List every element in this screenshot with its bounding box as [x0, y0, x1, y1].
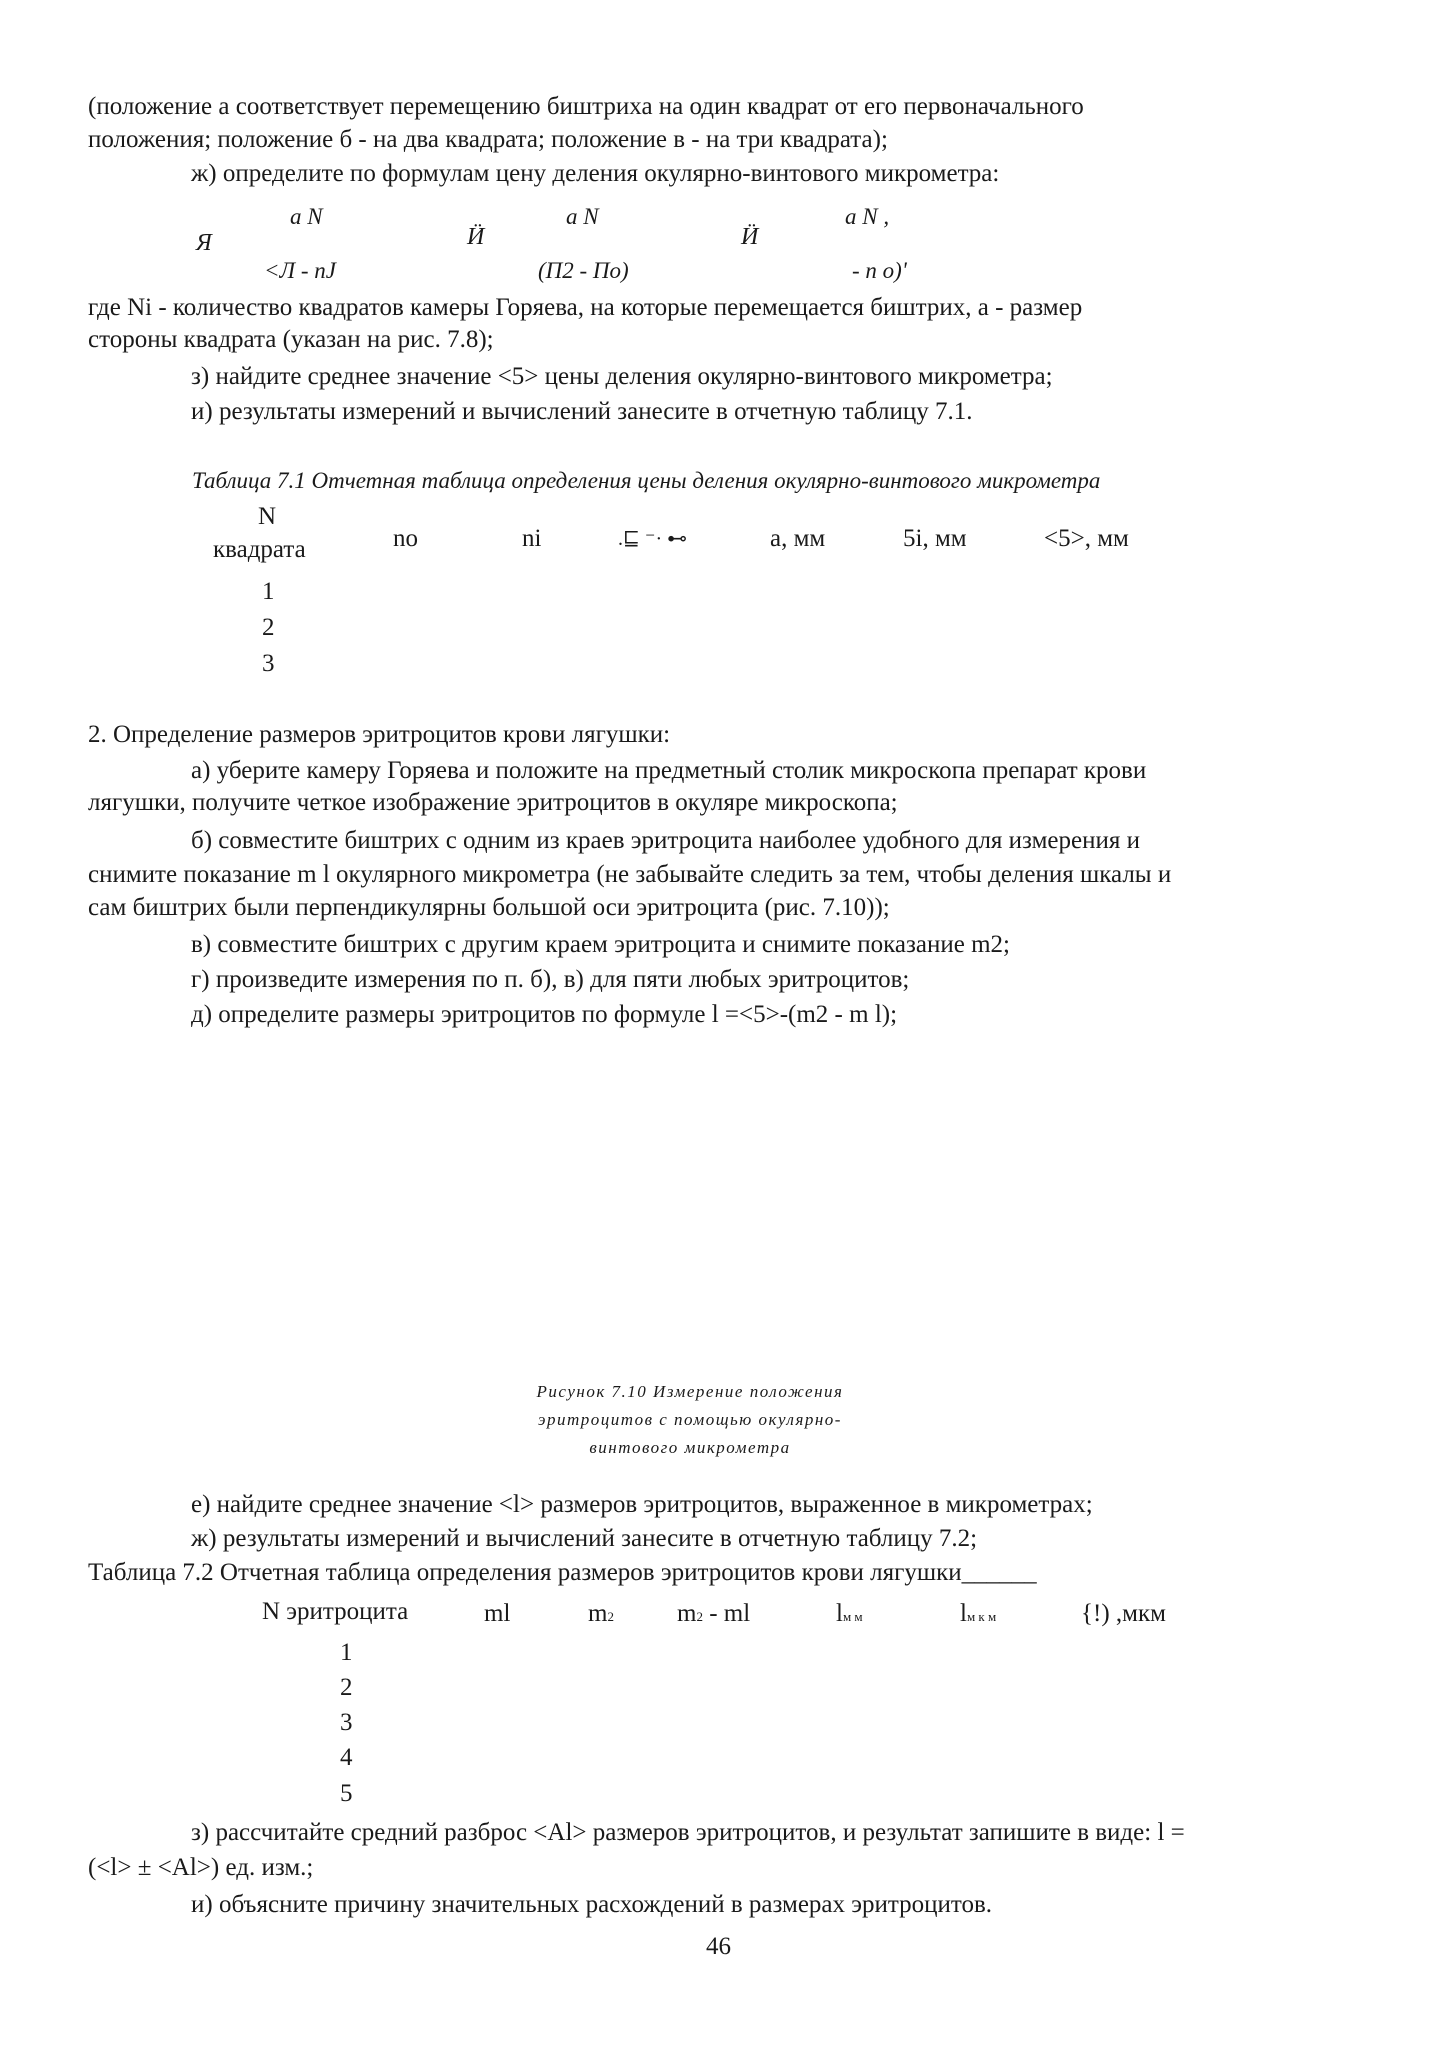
- table1-header-diff: .⊑ ⁻· ⊷: [618, 528, 688, 550]
- table2-header-m2: m2: [588, 1600, 614, 1627]
- formula-numerator-3: a N ,: [845, 204, 890, 229]
- figure-caption: [440, 1378, 940, 1462]
- table1-header-kvadrata: квадрата: [213, 536, 306, 563]
- step-z-spread-1: з) рассчитайте средний разброс <Al> размеров эритроцитов, и результат запишите в виде: l =: [191, 1819, 1185, 1846]
- step-e-average-size: е) найдите среднее значение <l> размеров эритроцитов, выраженное в микрометрах;: [191, 1491, 1093, 1518]
- table1-row: 2: [262, 614, 275, 641]
- table1-row: 1: [262, 578, 275, 605]
- table2-header-avg: {!) ,мкм: [1081, 1600, 1166, 1627]
- section2-step-a-2: лягушки, получите четкое изображение эритроцитов в окуляре микроскопа;: [88, 789, 898, 816]
- section2-step-d: д) определите размеры эритроцитов по формуле l =<5>-(m2 - m l);: [191, 1001, 898, 1028]
- section2-step-v: в) совместите биштрих с другим краем эритроцита и снимите показание m2;: [191, 931, 1010, 958]
- formula-numerator-2: a N: [566, 204, 599, 229]
- table1-header-n: N: [258, 503, 277, 530]
- table2-row: 3: [340, 1709, 353, 1736]
- table2-row: 5: [340, 1780, 353, 1807]
- page-number: 46: [706, 1933, 731, 1960]
- step-z-average: з) найдите среднее значение <5> цены деления окулярно-винтового микрометра;: [191, 363, 1053, 390]
- formula-denominator-3: - n o)': [852, 258, 907, 283]
- figure-caption-line-1: Рисунок 7.10 Измерение положения: [536, 1382, 844, 1401]
- table2-header-l-mm: lм м: [836, 1600, 863, 1627]
- table2-row: 1: [340, 1639, 353, 1666]
- section2-step-g: г) произведите измерения по п. б), в) для пяти любых эритроцитов;: [191, 966, 910, 993]
- table1-header-no: no: [393, 525, 418, 552]
- formula-lhs-2: Ӥ: [467, 224, 485, 250]
- table1-header-avg: <5>, мм: [1044, 525, 1129, 552]
- intro-line-2: положения; положение б - на два квадрата; положение в - на три квадрата);: [88, 126, 888, 153]
- section2-step-a-1: а) уберите камеру Горяева и положите на предметный столик микроскопа препарат крови: [191, 757, 1147, 784]
- table2-caption: Таблица 7.2 Отчетная таблица определения размеров эритроцитов крови лягушки______: [88, 1559, 1037, 1586]
- table1-header-5i: 5i, мм: [903, 525, 967, 552]
- table1-caption: Таблица 7.1 Отчетная таблица определения цены деления окулярно-винтового микрометра: [192, 468, 1101, 493]
- section2-step-b-1: б) совместите биштрих с одним из краев эритроцита наиболее удобного для измерения и: [191, 827, 1140, 854]
- step-z-spread-2: (<l> ± <Al>) ед. изм.;: [88, 1854, 314, 1881]
- after-formula-line-2: стороны квадрата (указан на рис. 7.8);: [88, 326, 494, 353]
- table2-header-n: N эритроцита: [262, 1598, 409, 1625]
- section2-step-b-2: снимите показание m l окулярного микрометра (не забывайте следить за тем, чтобы деления шкалы и: [88, 861, 1172, 888]
- formula-lhs-3: Ӥ: [741, 224, 759, 250]
- formula-lhs-1: Я: [196, 230, 212, 256]
- section2-title: 2. Определение размеров эритроцитов крови лягушки:: [88, 721, 671, 748]
- intro-line-1: (положение а соответствует перемещению биштриха на один квадрат от его первоначального: [88, 93, 1084, 120]
- figure-caption-line-2: эритроцитов с помощью окулярно-: [538, 1410, 842, 1429]
- formula-denominator-2: (П2 - По): [538, 258, 629, 283]
- table1-header-ni: ni: [522, 525, 542, 552]
- table2-row: 4: [340, 1744, 353, 1771]
- step-zh-record: ж) результаты измерений и вычислений занесите в отчетную таблицу 7.2;: [191, 1525, 978, 1552]
- table1-header-a: a, мм: [770, 525, 826, 552]
- step-zh-formulas: ж) определите по формулам цену деления окулярно-винтового микрометра:: [191, 160, 1000, 187]
- table2-row: 2: [340, 1674, 353, 1701]
- table2-header-ml: ml: [484, 1600, 511, 1627]
- table2-header-m2-minus-ml: m2 - ml: [677, 1600, 751, 1627]
- table1-row: 3: [262, 650, 275, 677]
- formula-numerator-1: a N: [290, 204, 323, 229]
- table2-header-l-mkm: lм к м: [960, 1600, 997, 1627]
- section2-step-b-3: сам биштрих были перпендикулярны большой оси эритроцита (рис. 7.10));: [88, 894, 890, 921]
- after-formula-line-1: где Ni - количество квадратов камеры Горяева, на которые перемещается биштрих, а - размер: [88, 294, 1083, 321]
- formula-denominator-1: <Л - nJ: [264, 258, 336, 283]
- step-i-record: и) результаты измерений и вычислений занесите в отчетную таблицу 7.1.: [191, 398, 973, 425]
- step-i-explain: и) объясните причину значительных расхождений в размерах эритроцитов.: [191, 1891, 993, 1918]
- figure-caption-line-3: винтового микрометра: [589, 1438, 791, 1457]
